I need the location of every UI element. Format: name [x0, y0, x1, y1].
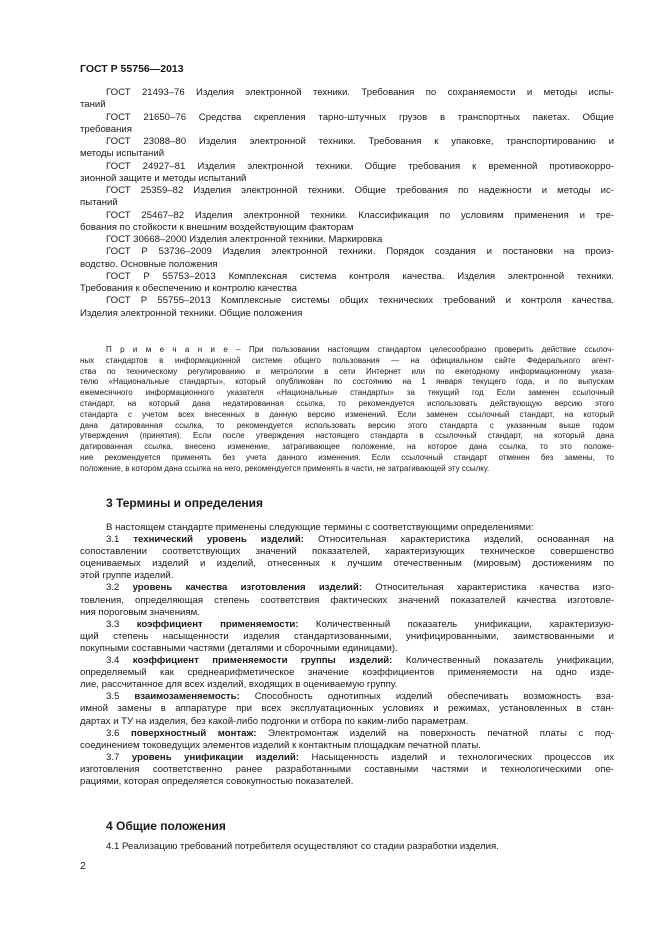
reference-line: Требования к обеспечению и контролю качества	[80, 283, 297, 294]
term-line: рациями, которая определяется совокупностью показателей.	[80, 775, 354, 787]
term-definition: Относительная характеристика изделий, основанная на	[303, 534, 614, 546]
reference-line: ГОСТ 23088–80 Изделия электронной техники. Требования к упаковке, транспортированию и	[106, 136, 614, 147]
term-definition: Способность однотипных изделий обеспечивать возможность вза-	[239, 691, 614, 703]
term-number: 3.6	[106, 727, 131, 739]
term-line: ния пороговым значениям.	[80, 606, 200, 618]
reference-line: водство. Основные положения	[80, 258, 218, 270]
term-line: лие, рассчитанное для всех изделий, входящих в оцениваемую группу.	[80, 679, 398, 691]
note-line: утверждения (принятия). Если после утверждения настоящего стандарта в ссылочный стандарт, на который дана	[80, 431, 614, 441]
reference-line: ГОСТ 21650–76 Средства скрепления тарно-штучных грузов в транспортных пакетах. Общие	[106, 111, 614, 123]
term-number: 3.7	[106, 751, 132, 763]
reference-line: ГОСТ 25467–82 Изделия электронной техники. Классификация по условиям применения и тре-	[106, 209, 614, 221]
note-line: П р и м е ч а н и е – При пользовании настоящим стандартом целесообразно проверить действие ссылоч-	[106, 345, 614, 354]
term-definition: Относительная характеристика качества изго-	[362, 582, 614, 594]
term-line: дартах и ТУ на изделия, без какой-либо подгонки и отбора по каким-либо параметрам.	[80, 715, 469, 727]
reference-line: Изделия электронной техники. Общие положения	[80, 307, 303, 319]
note-block	[80, 345, 614, 475]
term-line: соединением токоведущих элементов изделий к контактным площадкам печатной платы.	[80, 739, 481, 751]
reference-line: требования	[80, 123, 132, 135]
normative-references	[80, 87, 614, 320]
reference-line: таний	[80, 99, 106, 111]
term-number: 3.4	[106, 655, 133, 667]
reference-line: ГОСТ 25359–82 Изделия электронной техники. Общие требования по надежности и методы ис-	[106, 185, 614, 196]
term-line: этой группе изделий.	[80, 570, 174, 582]
term-number: 3.1	[106, 534, 134, 546]
reference-line: ГОСТ 21493–76 Изделия электронной техники. Требования по сохраняемости и методы испы-	[106, 87, 614, 98]
note-line: ных стандартов в информационной системе общего пользования — на официальном сайте Федерального агент-	[80, 355, 614, 365]
term-definition: Насыщенность изделий и технологических процессов их	[298, 751, 614, 763]
document-header: ГОСТ Р 55756—2013	[80, 63, 184, 75]
note-line: телю «Национальные стандарты», который опубликован по состоянию на 1 января текущего года, и по выпускам	[80, 377, 614, 387]
term-line: определяемый как среднеарифметическое значение коэффициентов применяемости на одно изде-	[80, 667, 614, 679]
term-line: В настоящем стандарте применены следующие термины с соответствующими определениями:	[106, 522, 534, 533]
term-name: уровень унификации изделий:	[131, 751, 299, 763]
term-line	[80, 619, 614, 631]
term-definition: Количественный показатель унификации,	[392, 655, 614, 667]
term-number: 3.5	[106, 691, 135, 703]
note-line: ства по техническому регулированию и метрологии в сети Интернет или по ежегодному информационному указа-	[80, 366, 614, 376]
term-name: коэффициент применяемости:	[136, 618, 299, 630]
paragraph-line: 4.1 Реализацию требований потребителя осуществляют со стадии разработки изделия.	[106, 841, 499, 852]
reference-line: бования по стойкости к внешним воздействующим факторам	[80, 221, 354, 233]
note-line: стандарт, на который дана недатированная ссылка, то рекомендуется использовать действующую версию этого	[80, 398, 614, 408]
reference-line: ГОСТ Р 55753–2013 Комплексная система контроля качества. Изделия электронной техники.	[106, 270, 614, 282]
term-line	[80, 534, 614, 546]
term-line: оцениваемых изделий и изделий, отнесенных к лучшим отечественным (мировым) достижениям по	[80, 558, 614, 570]
note-line: датированная ссылка, внесено изменение, затрагивающее положение, на которое дана ссылка, то это положе-	[80, 442, 614, 452]
reference-line: зионной защите и методы испытаний	[80, 172, 247, 184]
general-provisions	[80, 841, 614, 853]
term-line: сопоставлении соответствующих значений показателей, характеризующих техническое совершенство	[80, 546, 614, 558]
page-number: 2	[80, 860, 86, 872]
note-line: стандарта с учетом всех внесенных в данную версию изменений. Если заменен ссылочный стандарт, на который	[80, 409, 614, 419]
section-4-heading: 4 Общие положения	[106, 819, 226, 833]
term-line	[80, 728, 614, 740]
note-line: ние рекомендуется применять без учета данного изменения. Если ссылочный стандарт отменен без замены, то	[80, 452, 614, 462]
reference-line: ГОСТ Р 53736–2009 Изделия электронной техники. Порядок создания и постановки на произ-	[106, 246, 614, 258]
reference-line: пытаний	[80, 197, 118, 209]
term-name: взаимозаменяемость:	[134, 691, 240, 703]
term-number: 3.2	[106, 582, 133, 594]
term-definition: Количественный показатель унификации, характеризую-	[298, 618, 614, 630]
term-line: имной замены в аппаратуре при всех эксплуатационных условиях и режимах, установленных в стан-	[80, 703, 614, 715]
term-line	[80, 691, 614, 703]
note-line: положение, в котором дана ссылка на него, рекомендуется применять в части, не затрагивающей эту ссылку.	[80, 463, 490, 473]
term-line	[80, 582, 614, 594]
term-line	[80, 752, 614, 764]
term-line: покупными составными частями (деталями и сборочными единицами).	[80, 642, 398, 654]
term-line: изготовления соответственно ранее разработанными составными частями и технологическими опе-	[80, 763, 614, 775]
reference-line: ГОСТ Р 55755–2013 Комплексные системы общих технических требований и контроля качества.	[106, 295, 614, 307]
term-name: технический уровень изделий:	[133, 534, 304, 546]
term-definition: Электромонтаж изделий на поверхность печатной платы с под-	[256, 727, 614, 739]
reference-line: ГОСТ 24927–81 Изделия электронной техники. Общие требования к временной противокорро-	[106, 160, 614, 172]
reference-line: ГОСТ 30668–2000 Изделия электронной техники. Маркировка	[106, 234, 383, 245]
term-line: щий степень насыщенности изделия стандартизованными, унифицированными, заимствованными и	[80, 630, 614, 642]
terms-definitions	[80, 522, 614, 788]
term-name: поверхностный монтаж:	[130, 727, 257, 739]
section-3-heading: 3 Термины и определения	[106, 496, 264, 510]
term-line	[80, 655, 614, 667]
term-name: уровень качества изготовления изделий:	[132, 582, 363, 594]
note-line: ежемесячного информационного указателя «Национальные стандарты» за текущий год Если заменен ссылочный	[80, 388, 614, 398]
term-number: 3.3	[106, 618, 137, 630]
note-line: дана датированная ссылка, то рекомендуется использовать версию этого стандарта с указанным выше годом	[80, 420, 614, 430]
term-line: товления, определяющая степень соответствия фактических значений показателей качества изготовле-	[80, 594, 614, 606]
term-name: коэффициент применяемости группы изделий:	[132, 655, 393, 667]
reference-line: методы испытаний	[80, 148, 165, 160]
